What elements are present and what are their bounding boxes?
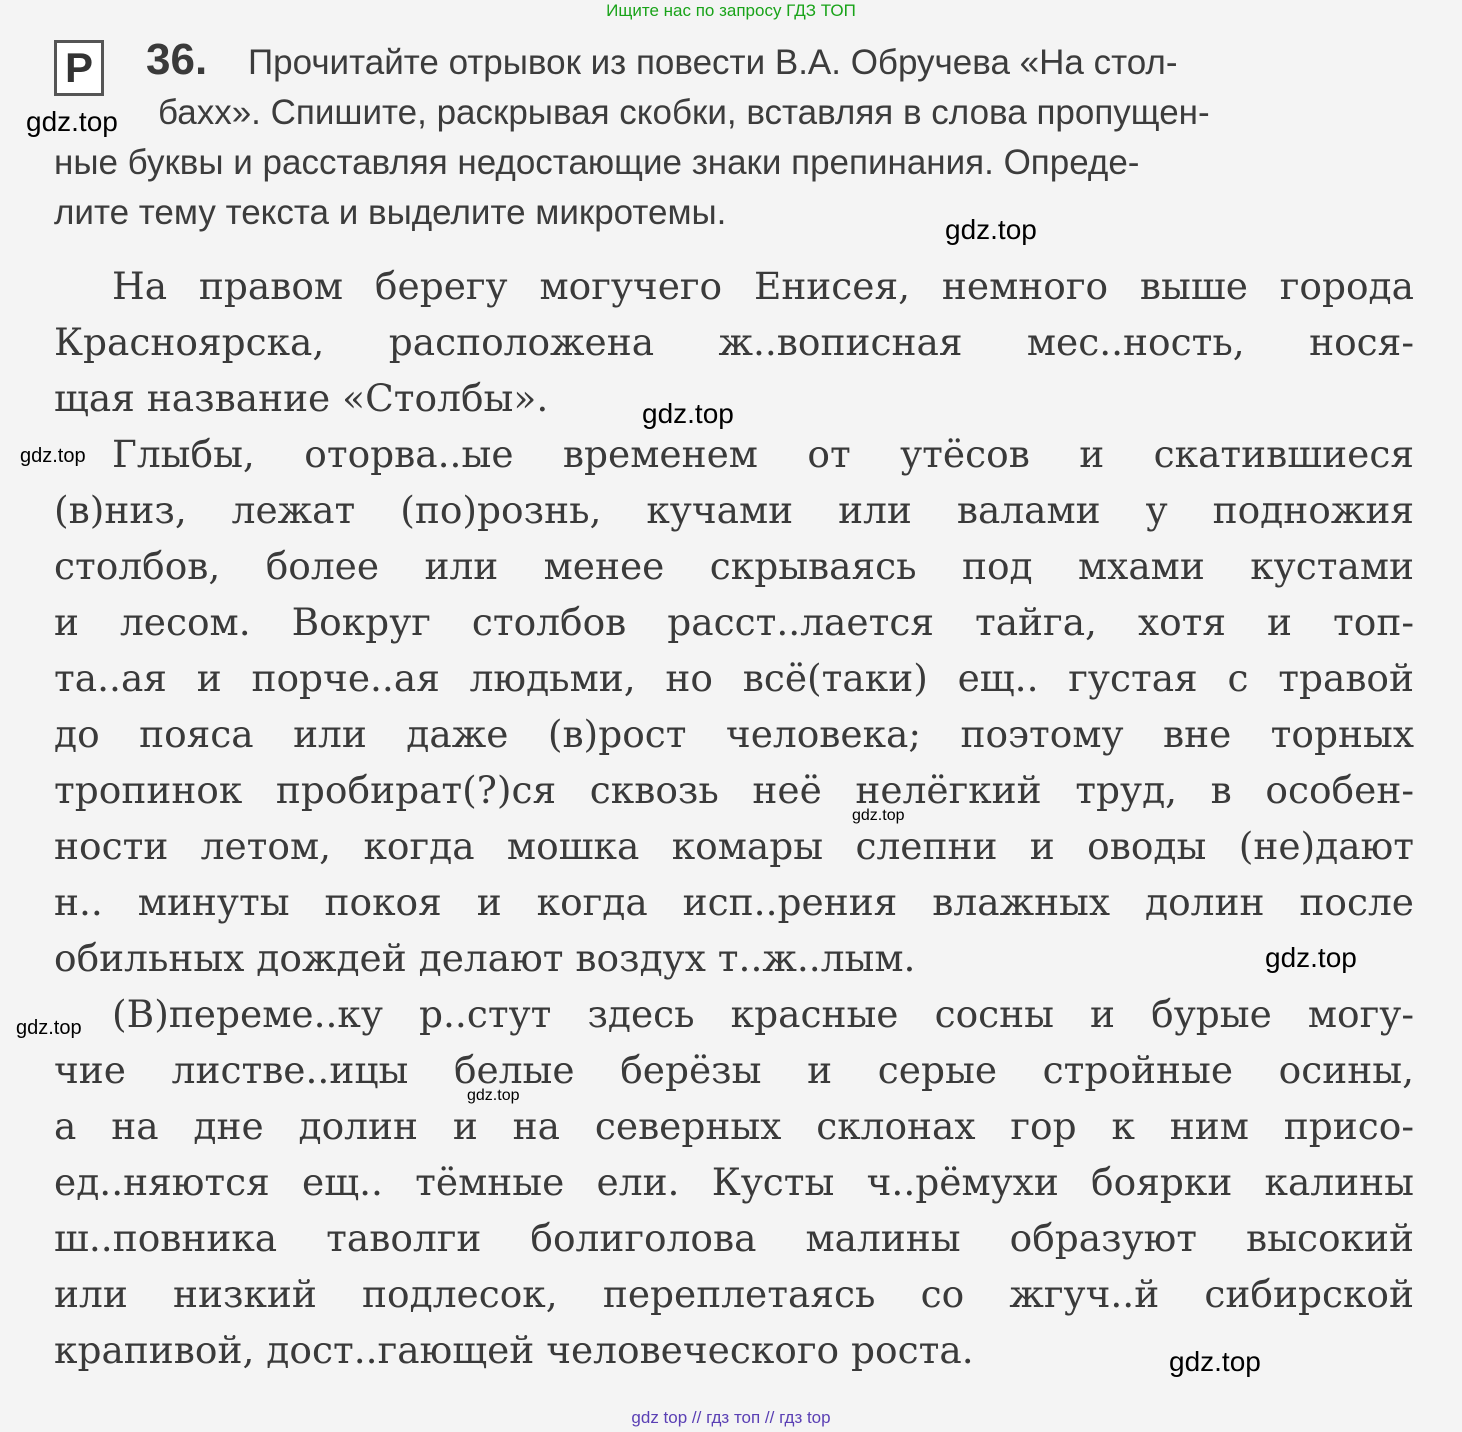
task-line: бахх». Спишите, раскрывая скобки, вставляя в слова пропущен- (158, 93, 1210, 132)
top-banner[interactable]: Ищите нас по запросу ГДЗ ТОП (606, 1, 856, 20)
rubric-icon: Р (54, 40, 104, 96)
text-line: Красноярска, расположена ж..вописная мес..ность, нося- (54, 320, 1414, 364)
text-line: Глыбы, оторва..ые временем от утёсов и скатившиеся (112, 432, 1414, 476)
task-line: лите тему текста и выделите микротемы. (54, 193, 727, 232)
text-line: столбов, более или менее скрываясь под мхами кустами (54, 544, 1414, 588)
text-line: ед..няются ещ.. тёмные ели. Кусты ч..рёмухи боярки калины (54, 1160, 1414, 1204)
text-line: ш..повника таволги болиголова малины образуют высокий (54, 1216, 1414, 1260)
text-line: чие листве..ицы белые берёзы и серые стройные осины, (54, 1048, 1414, 1092)
text-line: На правом берегу могучего Енисея, немного выше города (112, 264, 1414, 308)
text-line: крапивой, дост..гающей человеческого роста. (54, 1328, 974, 1372)
text-line: или низкий подлесок, переплетаясь со жгуч..й сибирской (54, 1272, 1414, 1316)
bottom-banner[interactable]: gdz top // гдз топ // гдз top (631, 1408, 831, 1427)
watermark: gdz.top (642, 398, 734, 429)
text-line: щая название «Столбы». (54, 376, 549, 420)
watermark: gdz.top (945, 214, 1037, 245)
text-line: (в)низ, лежат (по)рознь, кучами или валами у подножия (54, 488, 1414, 532)
text-line: до пояса или даже (в)рост человека; поэтому вне торных (54, 712, 1414, 756)
watermark: gdz.top (1265, 942, 1357, 973)
watermark: gdz.top (1169, 1346, 1261, 1377)
task-line: ные буквы и расставляя недостающие знаки препинания. Опреде- (54, 143, 1140, 182)
watermark: gdz.top (467, 1087, 520, 1104)
watermark: gdz.top (852, 807, 905, 824)
text-line: (В)переме..ку р..стут здесь красные сосны и бурые могу- (112, 992, 1414, 1036)
text-line: обильных дождей делают воздух т..ж..лым. (54, 936, 916, 980)
watermark: gdz.top (26, 106, 118, 137)
exercise-number: 36. (146, 35, 208, 84)
text-line: а на дне долин и на северных склонах гор к ним присо- (54, 1104, 1414, 1148)
task-line: Прочитайте отрывок из повести В.А. Обручева «На стол- (248, 43, 1178, 82)
watermark: gdz.top (16, 1017, 82, 1039)
text-line: ности летом, когда мошка комары слепни и оводы (не)дают (54, 824, 1414, 868)
text-line: и лесом. Вокруг столбов расст..лается тайга, хотя и топ- (54, 600, 1414, 644)
text-line: та..ая и порче..ая людьми, но всё(таки) ещ.. густая с травой (54, 656, 1414, 700)
text-line: тропинок пробират(?)ся сквозь неё нелёгкий труд, в особен- (54, 768, 1414, 812)
text-line: н.. минуты покоя и когда исп..рения влажных долин после (54, 880, 1414, 924)
watermark: gdz.top (20, 445, 86, 467)
